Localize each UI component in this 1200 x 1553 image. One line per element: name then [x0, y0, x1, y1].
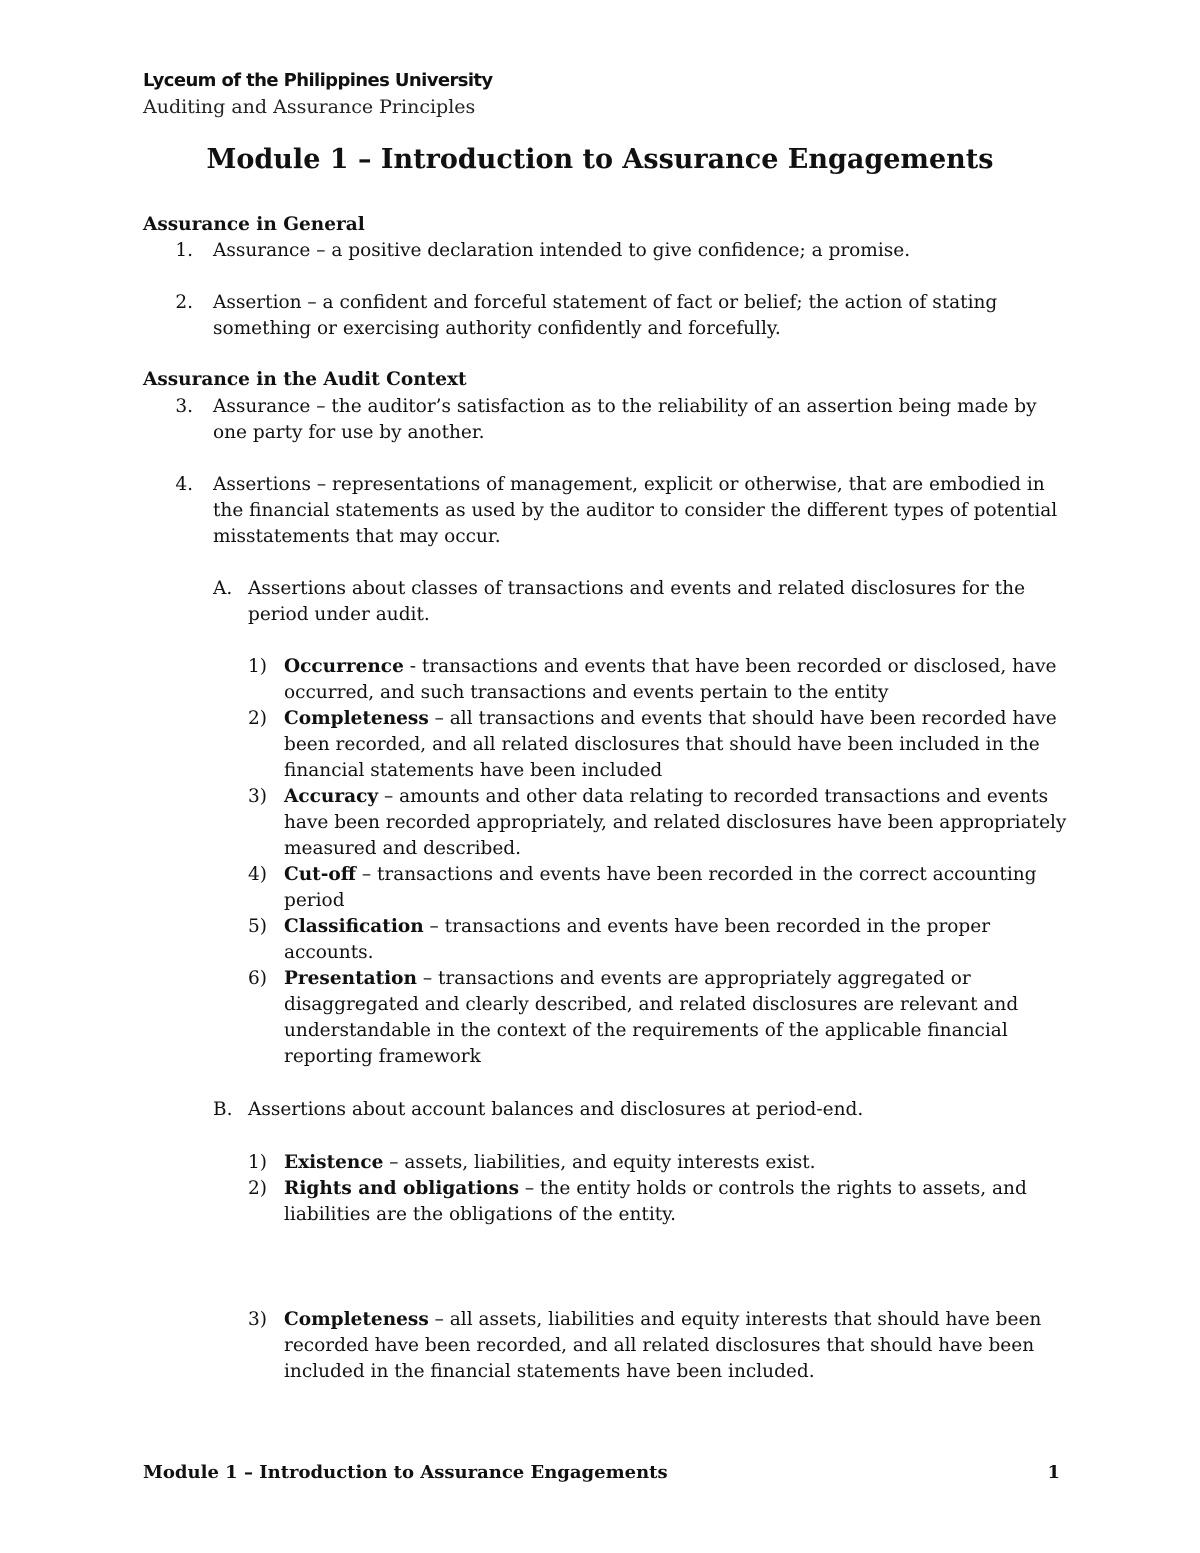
- assertion-text: disaggregated and clearly described, and related disclosures are relevant and: [284, 994, 1019, 1015]
- assertion-term: Cut-off: [284, 864, 356, 885]
- sub-item-text: period under audit.: [248, 604, 430, 625]
- assertion-number: 3): [248, 1309, 267, 1330]
- sub-letter: B.: [213, 1099, 233, 1120]
- assertion-line: [284, 654, 1057, 680]
- sub-item-text: Assertions about account balances and disclosures at period-end.: [248, 1099, 864, 1120]
- assertion-text: recorded have been recorded, and all related disclosures that should have been: [284, 1335, 1035, 1356]
- assertion-text: – transactions and events have been recorded in the proper: [423, 916, 991, 937]
- header-organization: Lyceum of the Philippines University: [143, 70, 493, 91]
- assertion-text: – transactions and events are appropriately aggregated or: [416, 968, 971, 989]
- assertion-number: 2): [248, 1178, 267, 1199]
- assertion-term: Existence: [284, 1152, 384, 1173]
- list-item-text: Assurance – a positive declaration intended to give confidence; a promise.: [213, 240, 911, 261]
- assertion-line: [284, 862, 1037, 888]
- assertion-term: Accuracy: [284, 786, 379, 807]
- assertion-line: [284, 1150, 816, 1176]
- list-item-text: Assertion – a confident and forceful statement of fact or belief; the action of stating: [213, 292, 998, 313]
- assertion-text: – amounts and other data relating to recorded transactions and events: [378, 786, 1049, 807]
- sub-item-text: Assertions about classes of transactions and events and related disclosures for the: [248, 578, 1026, 599]
- assertion-text: been recorded, and all related disclosures that should have been included in the: [284, 734, 1040, 755]
- assertion-text: liabilities are the obligations of the entity.: [284, 1204, 677, 1225]
- assertion-text: period: [284, 890, 345, 911]
- assertion-number: 5): [248, 916, 267, 937]
- assertion-line: [284, 784, 1048, 810]
- assertion-number: 6): [248, 968, 267, 989]
- list-number: 3.: [175, 396, 193, 417]
- section-heading-audit: Assurance in the Audit Context: [143, 369, 467, 390]
- assertion-text: accounts.: [284, 942, 374, 963]
- list-item-text: something or exercising authority confidently and forcefully.: [213, 318, 781, 339]
- assertion-term: Occurrence: [284, 656, 404, 677]
- list-item-text: Assurance – the auditor’s satisfaction as to the reliability of an assertion being made by: [213, 396, 1037, 417]
- assertion-term: Rights and obligations: [284, 1178, 520, 1199]
- list-item-text: Assertions – representations of management, explicit or otherwise, that are embodied in: [213, 474, 1045, 495]
- assertion-term: Completeness: [284, 1309, 429, 1330]
- assertion-line: [284, 966, 971, 992]
- assertion-text: - transactions and events that have been recorded or disclosed, have: [403, 656, 1057, 677]
- assertion-text: – all assets, liabilities and equity interests that should have been: [428, 1309, 1042, 1330]
- assertion-number: 4): [248, 864, 267, 885]
- list-number: 2.: [175, 292, 193, 313]
- assertion-text: reporting framework: [284, 1046, 481, 1067]
- assertion-term: Presentation: [284, 968, 417, 989]
- assertion-text: measured and described.: [284, 838, 522, 859]
- assertion-text: occurred, and such transactions and events pertain to the entity: [284, 682, 889, 703]
- assertion-number: 1): [248, 656, 267, 677]
- list-item-text: the financial statements as used by the auditor to consider the different types of potential: [213, 500, 1058, 521]
- header-course: Auditing and Assurance Principles: [143, 96, 476, 118]
- assertion-text: – the entity holds or controls the rights to assets, and: [519, 1178, 1027, 1199]
- assertion-text: – transactions and events have been recorded in the correct accounting: [355, 864, 1037, 885]
- assertion-text: – assets, liabilities, and equity interests exist.: [383, 1152, 816, 1173]
- list-number: 1.: [175, 240, 193, 261]
- page-title: Module 1 – Introduction to Assurance Engagements: [206, 144, 994, 175]
- assertion-text: – all transactions and events that should have been recorded have: [428, 708, 1057, 729]
- assertion-text: have been recorded appropriately, and related disclosures have been appropriately: [284, 812, 1067, 833]
- assertion-term: Classification: [284, 916, 424, 937]
- assertion-line: [284, 914, 990, 940]
- assertion-text: included in the financial statements have been included.: [284, 1361, 815, 1382]
- assertion-line: [284, 1176, 1027, 1202]
- assertion-line: [284, 1307, 1041, 1333]
- assertion-line: [284, 706, 1057, 732]
- list-item-text: misstatements that may occur.: [213, 526, 501, 547]
- assertion-text: financial statements have been included: [284, 760, 663, 781]
- list-number: 4.: [175, 474, 193, 495]
- assertion-term: Completeness: [284, 708, 429, 729]
- page-number: 1: [1047, 1462, 1060, 1483]
- assertion-number: 3): [248, 786, 267, 807]
- list-item-text: one party for use by another.: [213, 422, 485, 443]
- sub-letter: A.: [213, 578, 233, 599]
- assertion-number: 1): [248, 1152, 267, 1173]
- footer-title: Module 1 – Introduction to Assurance Engagements: [143, 1462, 668, 1483]
- assertion-text: understandable in the context of the requirements of the applicable financial: [284, 1020, 1008, 1041]
- assertion-number: 2): [248, 708, 267, 729]
- section-heading-general: Assurance in General: [143, 214, 365, 235]
